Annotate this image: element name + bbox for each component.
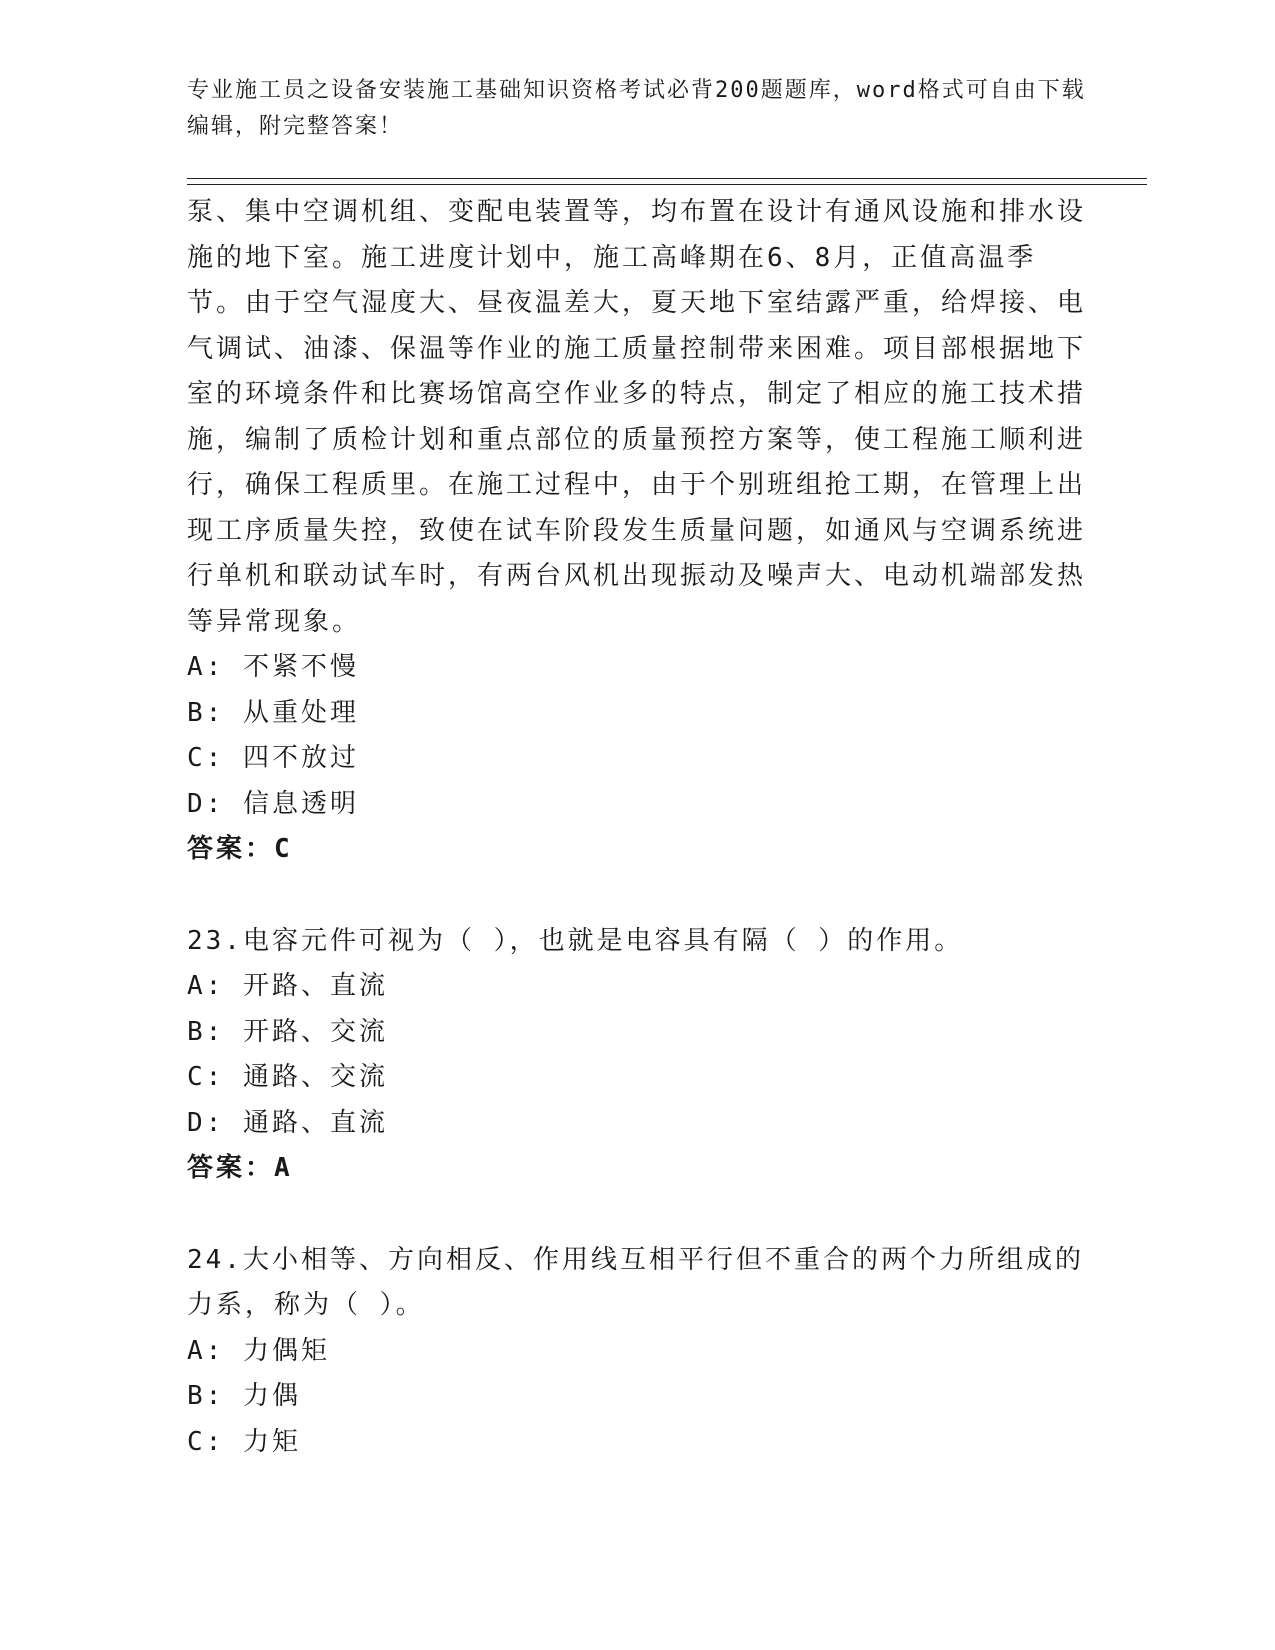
question-23-text: 23.电容元件可视为（ ），也就是电容具有隔（ ）的作用。 [187,925,964,956]
header-rule-top [187,178,1147,179]
question-24-option-b: B: 力偶 [187,1381,301,1411]
header-rule-bottom [187,184,1147,185]
document-header: 专业施工员之设备安装施工基础知识资格考试必背200题题库，word格式可自由下载编辑，附完整答案！ [187,78,1086,139]
question-22-option-b: B: 从重处理 [187,697,359,728]
question-23-option-d: D: 通路、直流 [187,1107,388,1138]
document-body [187,190,1087,1465]
spacer [187,1192,1087,1238]
question-24-text: 24.大小相等、方向相反、作用线互相平行但不重合的两个力所组成的力系，称为（ ）。 [187,1244,1084,1320]
question-22 [187,190,1087,873]
question-23-option-b: B: 开路、交流 [187,1016,388,1047]
question-22-option-a: A: 不紧不慢 [187,652,359,682]
question-22-option-d: D: 信息透明 [187,788,359,819]
question-23-answer: 答案：A [187,1153,293,1183]
question-22-text: 泵、集中空调机组、变配电装置等，均布置在设计有通风设施和排水设施的地下室。施工进度计划中，施工高峰期在6、8月，正值高温季节。由于空气湿度大、昼夜温差大，夏天地下室结露严重，给焊接、电气调试、油漆、保温等作业的施工质量控制带来困难。项目部根据地下室的环境条件和比赛场馆高空作业多的特点，制定了相应的施工技术措施，编制了质检计划和重点部位的质量预控方案等，使工程施工顺利进行，确保工程质里。在施工过程中，由于个别班组抢工期，在管理上出现工序质量失控，致使在试车阶段发生质量问题，如通风与空调系统进行单机和联动试车时，有两台风机出现振动及噪声大、电动机端部发热等异常现象。 [187,197,1087,637]
question-24-option-a: A: 力偶矩 [187,1335,330,1366]
spacer [187,873,1087,919]
question-24 [187,1238,1087,1466]
question-23-option-c: C: 通路、交流 [187,1062,388,1092]
question-22-option-c: C: 四不放过 [187,743,359,773]
question-23 [187,919,1087,1192]
question-24-option-c: C: 力矩 [187,1426,301,1457]
question-22-answer: 答案：C [187,834,293,864]
question-23-option-a: A: 开路、直流 [187,971,388,1001]
